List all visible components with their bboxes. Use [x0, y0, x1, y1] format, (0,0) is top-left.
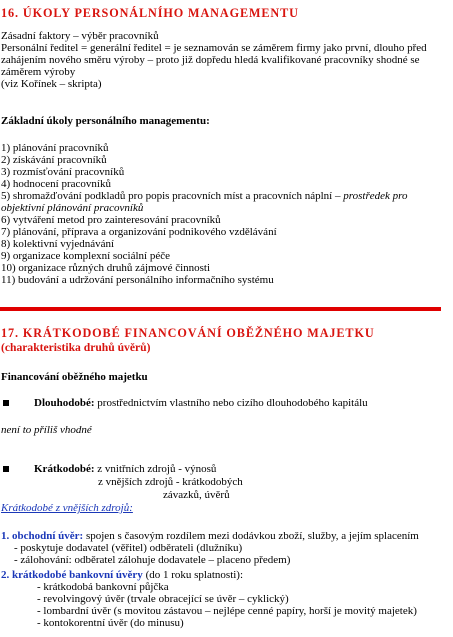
long-term-row	[34, 397, 451, 409]
bank-credit-item: - krátkodobá bankovní půjčka	[37, 581, 169, 593]
commercial-credit	[1, 530, 451, 566]
list-item	[1, 190, 451, 214]
external-sources-link[interactable]: Krátkodobé z vnějších zdrojů:	[1, 502, 133, 514]
list-item: 3) rozmísťování pracovníků	[1, 166, 125, 178]
list-item: 8) kolektivní vyjednávání	[1, 238, 115, 250]
section-17-title: 17. KRÁTKODOBÉ FINANCOVÁNÍ OBĚŽNÉHO MAJETKU	[1, 326, 375, 340]
commercial-credit-sub: - poskytuje dodavatel (věřitel) odběrateli (dlužníku)	[14, 542, 243, 554]
commercial-credit-label: 1. obchodní úvěr:	[1, 530, 84, 542]
list-item: 2) získávání pracovníků	[1, 154, 107, 166]
section-16-list	[1, 142, 451, 286]
list-item: 11) budování a udržování personálního informačního systému	[1, 274, 274, 286]
section-16-intro	[1, 30, 451, 90]
long-term-text: prostřednictvím vlastního nebo cizího dlouhodobého kapitálu	[94, 397, 368, 409]
list-item: 1) plánování pracovníků	[1, 142, 109, 154]
section-divider	[0, 307, 441, 311]
list-item: 10) organizace různých druhů zájmové činnosti	[1, 262, 211, 274]
list-item-italic: prostředek pro objektivní plánování pracovníků	[1, 190, 408, 214]
short-term-line-3: závazků, úvěrů	[163, 489, 230, 501]
bank-credit-item: - kontokorentní úvěr (do minusu)	[37, 617, 184, 629]
bank-credit-item: - lombardní úvěr (s movitou zástavou – nejlépe cenné papíry, horší je movitý majetek)	[37, 605, 417, 617]
bank-credit-text: (do 1 roku splatnosti):	[142, 569, 244, 581]
short-term-row	[34, 463, 451, 475]
commercial-credit-sub: - zálohování: odběratel zálohuje dodavatele – placeno předem)	[14, 554, 291, 566]
bank-credit	[1, 569, 451, 629]
bank-credit-row	[1, 569, 451, 581]
list-item: 4) hodnocení pracovníků	[1, 178, 111, 190]
short-term-line-2: z vnějších zdrojů - krátkodobých	[98, 476, 243, 488]
intro-line-1: Zásadní faktory – výběr pracovníků	[1, 30, 159, 42]
list-item: 9) organizace komplexní sociální péče	[1, 250, 171, 262]
bullet-icon	[3, 400, 9, 406]
not-recommended-note: není to příliš vhodné	[1, 424, 92, 436]
intro-paragraph: Personální ředitel = generální ředitel = je seznamován se záměrem firmy jako první, dlouho před zahájením nového směru výroby – proto již dopředu hledá kvalifikované pracovníky shodné se záměrem výroby	[1, 42, 427, 78]
bullet-icon	[3, 466, 9, 472]
commercial-credit-row	[1, 530, 451, 542]
list-item-text: 5) shromažďování podkladů pro popis pracovních míst a pracovních náplní –	[1, 190, 344, 202]
bank-credit-label: 2. krátkodobé bankovní úvěry	[1, 569, 143, 581]
short-term-text: z vnitřních zdrojů - výnosů	[94, 463, 217, 475]
list-item: 6) vytváření metod pro zainteresování pracovníků	[1, 214, 221, 226]
list-item: 7) plánování, příprava a organizování podnikového vzdělávání	[1, 226, 277, 238]
section-16-subheading: Základní úkoly personálního managementu:	[1, 115, 210, 127]
section-17-subtitle: (charakteristika druhů úvěrů)	[1, 341, 151, 354]
commercial-credit-text: spojen s časovým rozdílem mezi dodávkou zboží, služby, a jejím splacením	[83, 530, 419, 542]
section-17-heading: Financování oběžného majetku	[1, 371, 148, 383]
bank-credit-item: - revolvingový úvěr (trvale obracející se úvěr – cyklický)	[37, 593, 289, 605]
section-16-title: 16. ÚKOLY PERSONÁLNÍHO MANAGEMENTU	[1, 6, 299, 20]
intro-reference: (viz Kořínek – skripta)	[1, 78, 102, 90]
short-term-label: Krátkodobé:	[34, 463, 95, 475]
long-term-label: Dlouhodobé:	[34, 397, 95, 409]
